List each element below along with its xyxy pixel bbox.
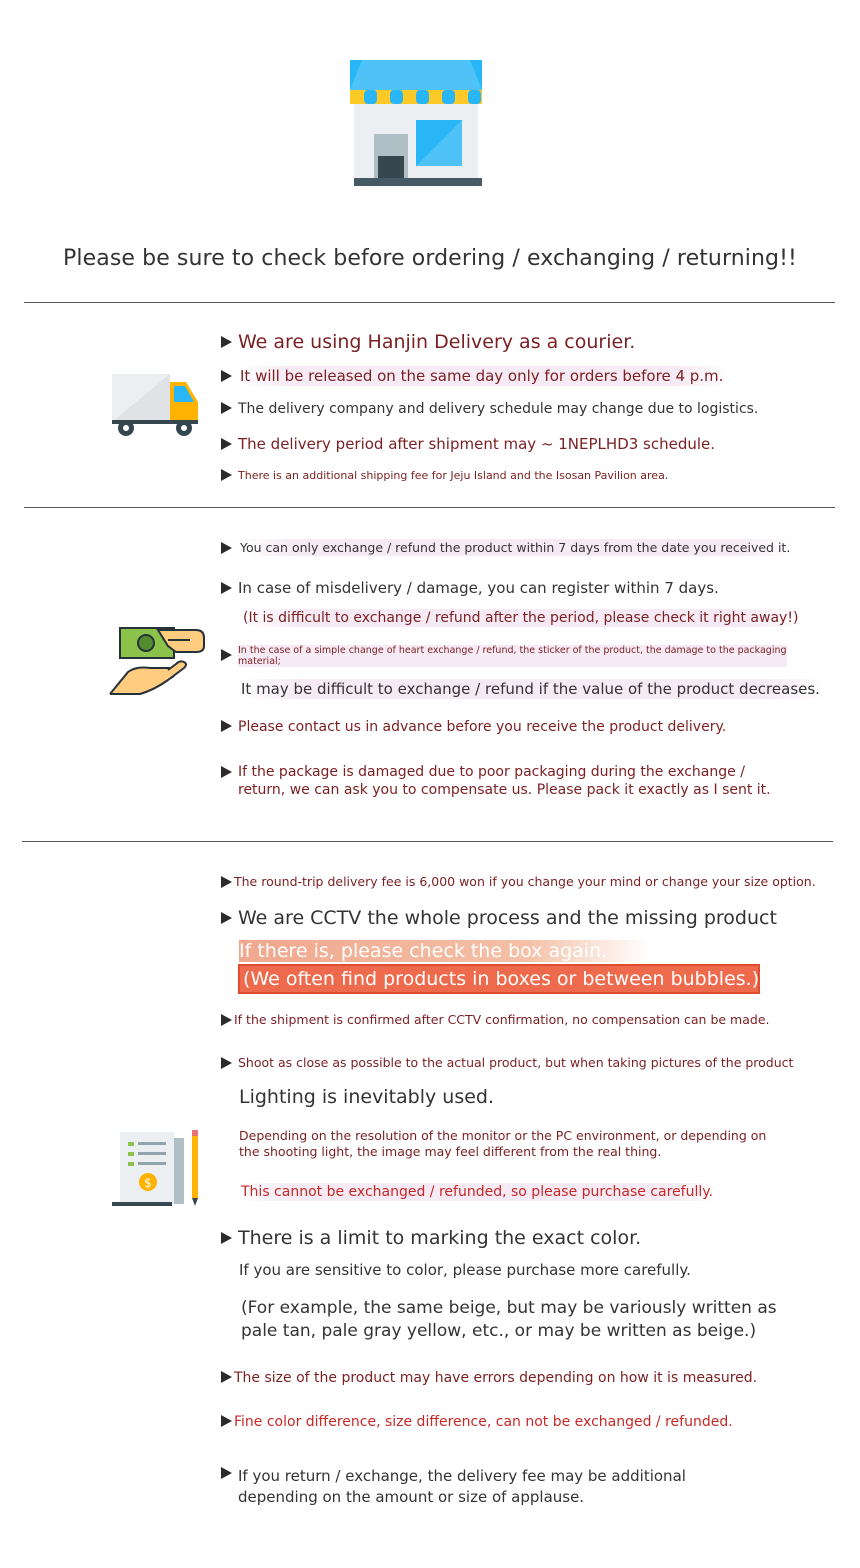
delivery-truck-icon	[110, 372, 200, 438]
list-item: If you return / exchange, the delivery fee may be additional depending on the amount or size of applause.	[221, 1466, 686, 1508]
divider	[22, 841, 833, 842]
note-text: If you are sensitive to color, please purchase more carefully.	[239, 1261, 691, 1279]
list-item: The round-trip delivery fee is 6,000 won if you change your mind or change your size option.	[221, 874, 816, 889]
list-item: Shoot as close as possible to the actual product, but when taking pictures of the product	[221, 1055, 793, 1070]
page-title: Please be sure to check before ordering / exchanging / returning!!	[63, 246, 797, 271]
list-item: Fine color difference, size difference, can not be exchanged / refunded.	[221, 1414, 733, 1430]
receipt-pencil-icon	[110, 1128, 204, 1208]
note-text: Lighting is inevitably used.	[239, 1086, 495, 1108]
list-item: The delivery company and delivery schedule may change due to logistics.	[221, 401, 758, 417]
list-item: The delivery period after shipment may ~ 1NEPLHD3 schedule.	[221, 435, 715, 453]
highlight-box: (We often find products in boxes or between bubbles.)	[238, 964, 760, 994]
list-item: You can only exchange / refund the product within 7 days from the date you received it.	[221, 540, 796, 555]
note-text: (It is difficult to exchange / refund after the period, please check it right away!)	[241, 610, 804, 626]
store-icon	[348, 58, 484, 188]
list-item: There is a limit to marking the exact color.	[221, 1227, 641, 1249]
warning-text: This cannot be exchanged / refunded, so please purchase carefully.	[239, 1184, 719, 1200]
list-item: If the shipment is confirmed after CCTV confirmation, no compensation can be made.	[221, 1012, 770, 1027]
list-item: It will be released on the same day only for orders before 4 p.m.	[221, 367, 729, 385]
list-item: In case of misdelivery / damage, you can register within 7 days.	[221, 579, 719, 597]
list-item: We are CCTV the whole process and the missing product	[221, 907, 777, 929]
highlight-faded-text: If there is, please check the box again.	[239, 940, 649, 962]
money-hand-icon	[106, 624, 208, 700]
note-text: (For example, the same beige, but may be variously written as pale tan, pale gray yellow, etc., or may be written as beige.)	[241, 1298, 777, 1341]
list-item: Please contact us in advance before you receive the product delivery.	[221, 719, 726, 735]
divider	[24, 507, 835, 508]
list-item: If the package is damaged due to poor packaging during the exchange / return, we can ask you to compensate us. Please pack it exactly as I sent it.	[221, 763, 771, 799]
list-item: There is an additional shipping fee for Jeju Island and the Isosan Pavilion area.	[221, 469, 668, 482]
list-item: The size of the product may have errors depending on how it is measured.	[221, 1370, 757, 1386]
divider	[24, 302, 835, 303]
list-item: In the case of a simple change of heart exchange / refund, the sticker of the product, the damage to the packaging material;	[221, 645, 787, 667]
svg-text:$: $	[144, 1176, 152, 1190]
note-text: Depending on the resolution of the monitor or the PC environment, or depending on the shooting light, the image may feel different from the real thing.	[239, 1128, 767, 1159]
list-item: We are using Hanjin Delivery as a courier.	[221, 331, 635, 353]
note-text: It may be difficult to exchange / refund if the value of the product decreases.	[239, 680, 826, 698]
